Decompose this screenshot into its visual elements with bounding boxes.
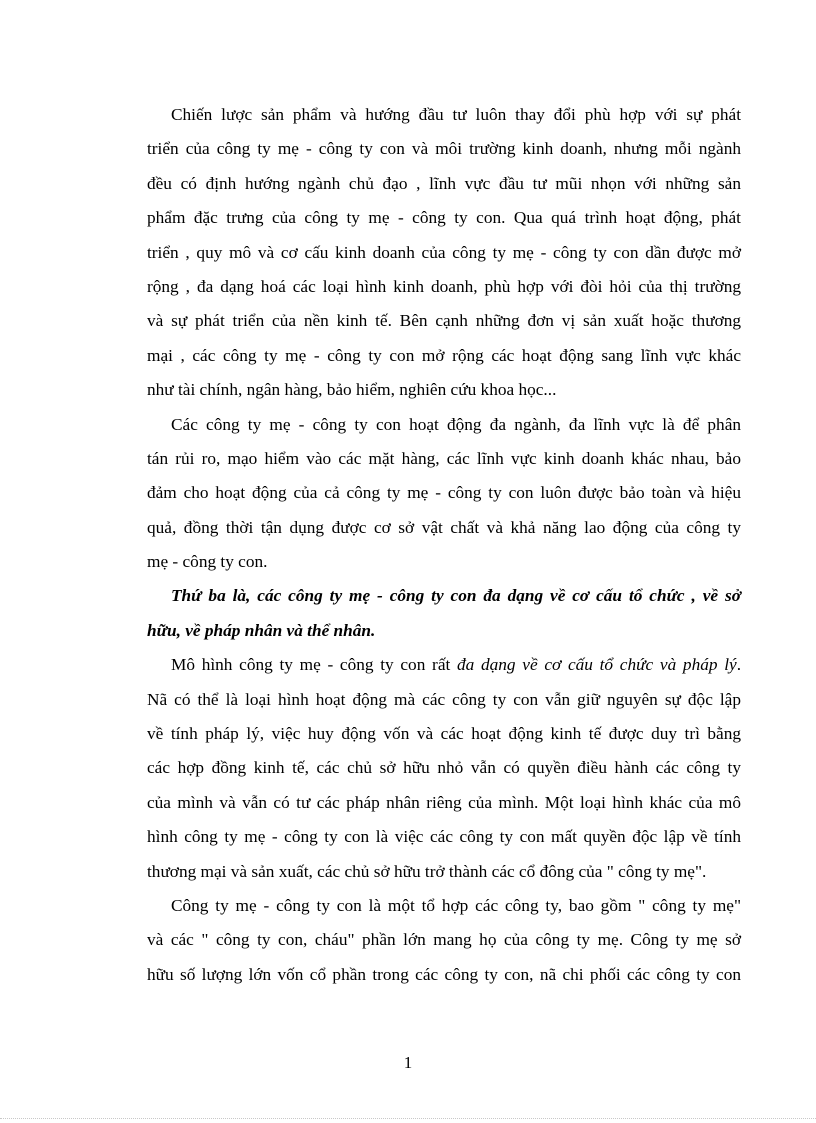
text-line: Các công ty mẹ - công ty con hoạt động đa ngành, đa lĩnh vực là để phân bbox=[171, 414, 741, 434]
text-line: triển , quy mô và cơ cấu kinh doanh của công ty mẹ - công ty con dần được mở bbox=[147, 242, 741, 262]
text-line: các hợp đồng kinh tế, các chủ sở hữu nhỏ vẫn có quyền điều hành các công ty bbox=[147, 758, 741, 778]
text-line: của mình và vẫn có tư các pháp nhân riêng của mình. Một loại hình khác của mô bbox=[147, 792, 741, 812]
text-line: mẹ - công ty con. bbox=[147, 552, 268, 572]
text-line: về tính pháp lý, việc huy động vốn và các hoạt động kinh tế được duy trì bằng bbox=[147, 724, 741, 744]
text-line bbox=[147, 648, 741, 682]
text-run: Mô hình công ty mẹ - công ty con rất bbox=[171, 655, 458, 675]
text-line: hữu, về pháp nhân và thể nhân. bbox=[147, 620, 376, 640]
text-line: tán rủi ro, mạo hiểm vào các mặt hàng, các lĩnh vực kinh doanh khác nhau, bảo bbox=[147, 448, 741, 468]
text-line: và các " công ty con, cháu" phần lớn mang họ của công ty mẹ. Công ty mẹ sở bbox=[147, 930, 741, 950]
text-line: Nã có thể là loại hình hoạt động mà các công ty con vẫn giữ nguyên sự độc lập bbox=[147, 689, 741, 709]
text-line: triển của công ty mẹ - công ty con và môi trường kinh doanh, nhưng mỗi ngành bbox=[147, 139, 741, 159]
page-number: 1 bbox=[403, 1053, 413, 1072]
page-bottom-border bbox=[0, 1118, 816, 1119]
emphasized-text: đa dạng về cơ cấu tổ chức và pháp lý bbox=[457, 655, 737, 675]
text-line: rộng , đa dạng hoá các loại hình kinh doanh, phù hợp với đòi hỏi của thị trường bbox=[147, 276, 741, 296]
text-line: quả, đồng thời tận dụng được cơ sở vật chất và khả năng lao động của công ty bbox=[147, 517, 741, 537]
text-line: mại , các công ty mẹ - công ty con mở rộng các hoạt động sang lĩnh vực khác bbox=[147, 345, 741, 365]
text-line: Chiến lược sản phẩm và hướng đầu tư luôn thay đổi phù hợp với sự phát bbox=[171, 105, 741, 124]
text-line: đảm cho hoạt động của cả công ty mẹ - công ty con luôn được bảo toàn và hiệu bbox=[147, 483, 741, 503]
document-body bbox=[147, 98, 741, 992]
text-line: Thứ ba là, các công ty mẹ - công ty con đa dạng về cơ cấu tổ chức , về sở bbox=[171, 586, 741, 606]
text-line: như tài chính, ngân hàng, bảo hiểm, nghiên cứu khoa học... bbox=[147, 380, 557, 400]
text-line: phẩm đặc trưng của công ty mẹ - công ty con. Qua quá trình hoạt động, phát bbox=[147, 208, 741, 228]
text-line: Công ty mẹ - công ty con là một tổ hợp các công ty, bao gồm " công ty mẹ" bbox=[171, 895, 741, 915]
text-line: hình công ty mẹ - công ty con là việc các công ty con mất quyền độc lập về tính bbox=[147, 827, 741, 847]
text-line: hữu số lượng lớn vốn cổ phần trong các công ty con, nã chi phối các công ty con bbox=[147, 964, 741, 984]
text-run: . bbox=[736, 655, 742, 675]
text-line: đều có định hướng ngành chủ đạo , lĩnh vực đầu tư mũi nhọn với những sản bbox=[147, 173, 741, 193]
text-line: thương mại và sản xuất, các chủ sở hữu trở thành các cổ đông của " công ty mẹ". bbox=[147, 861, 707, 881]
text-line: và sự phát triển của nền kinh tế. Bên cạnh những đơn vị sản xuất hoặc thương bbox=[147, 311, 741, 331]
